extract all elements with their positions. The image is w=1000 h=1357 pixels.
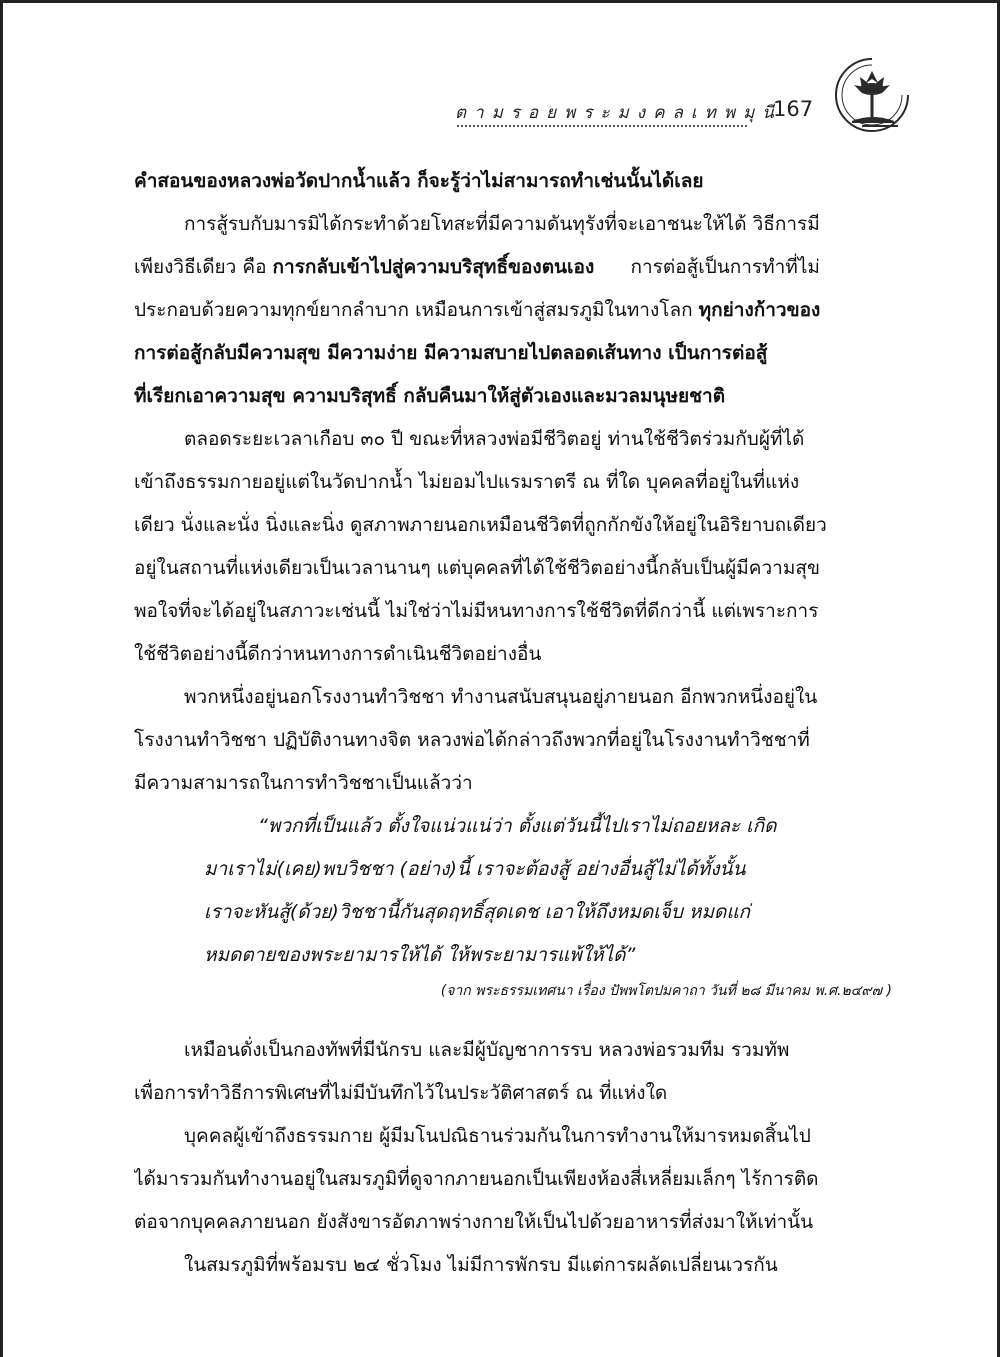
paragraph-2-line-2 xyxy=(134,246,894,289)
paragraph-3-line-4: อยู่ในสถานที่แห่งเดียวเป็นเวลานานๆ แต่บุคคลที่ได้ใช้ชีวิตอย่างนี้กลับเป็นผู้มีความสุข xyxy=(134,557,820,579)
spacer xyxy=(134,1017,894,1029)
paragraph-2-line-1: การสู้รบกับมารมิได้กระทำด้วยโทสะที่มีความดันทุรังที่จะเอาชนะให้ได้ วิธีการมี xyxy=(184,213,820,235)
page-border-left xyxy=(0,0,3,1357)
paragraph-4-line-3: มีความสามารถในการทำวิชชาเป็นแล้วว่า xyxy=(134,772,473,794)
page-body xyxy=(134,160,894,1287)
p2-l3-text-a: ประกอบด้วยความทุกข์ยากลำบาก เหมือนการเข้าสู่สมรภูมิในทางโลก xyxy=(134,299,699,321)
p2-l3-bold: ทุกย่างก้าวของ xyxy=(698,299,821,321)
paragraph-4-line-1: พวกหนึ่งอยู่นอกโรงงานทำวิชชา ทำงานสนับสนุนอยู่ภายนอก อีกพวกหนึ่งอยู่ใน xyxy=(184,686,818,708)
p2-l2-text-a: เพียงวิธีเดียว คือ xyxy=(134,256,273,278)
header-title: ตามรอยพระมงคลเทพมุนี xyxy=(455,103,782,123)
quote-line-3: เราจะหันสู้(ด้วย)วิชชานี้กันสุดฤทธิ์สุดเดช เอาให้ถึงหมดเจ็บ หมดแก่ xyxy=(204,901,751,923)
quote-citation: (จาก พระธรรมเทศนา เรื่อง ปัพพโตปมคาถา วันที่ ๒๘ มีนาคม พ.ศ.๒๔๙๗ ) xyxy=(440,983,892,999)
paragraph-1-line-1: คำสอนของหลวงพ่อวัดปากน้ำแล้ว ก็จะรู้ว่าไม่สามารถทำเช่นนั้นได้เลย xyxy=(134,170,704,192)
paragraph-3-line-3: เดียว นั่งและนั่ง นิ่งและนิ่ง ดูสภาพภายนอกเหมือนชีวิตที่ถูกกักขังให้อยู่ในอิริยาบถเดียว xyxy=(134,514,827,536)
paragraph-6-line-1: บุคคลผู้เข้าถึงธรรมกาย ผู้มีมโนปณิธานร่วมกันในการทำงานให้มารหมดสิ้นไป xyxy=(184,1125,811,1147)
page-number: 167 xyxy=(773,97,814,121)
paragraph-2-line-5: ที่เรียกเอาความสุข ความบริสุทธิ์ กลับคืนมาให้สู่ตัวเองและมวลมนุษยชาติ xyxy=(134,385,726,407)
paragraph-2-line-4: การต่อสู้กลับมีความสุข มีความง่าย มีความสบายไปตลอดเส้นทาง เป็นการต่อสู้ xyxy=(134,342,768,364)
page-border-top xyxy=(0,0,1000,3)
paragraph-3-line-2: เข้าถึงธรรมกายอยู่แต่ในวัดปากน้ำ ไม่ยอมไปแรมราตรี ณ ที่ใด บุคคลที่อยู่ในที่แห่ง xyxy=(134,471,800,493)
quote-line-2: มาเราไม่(เคย)พบวิชชา (อย่าง)นี้ เราจะต้องสู้ อย่างอื่นสู้ไม่ได้ทั้งนั้น xyxy=(204,858,746,880)
paragraph-5-line-2: เพื่อการทำวิธีการพิเศษที่ไม่มีบันทึกไว้ในประวัติศาสตร์ ณ ที่แห่งใด xyxy=(134,1082,668,1104)
paragraph-6-line-2: ได้มารวมกันทำงานอยู่ในสมรภูมิที่ดูจากภายนอกเป็นเพียงห้องสี่เหลี่ยมเล็กๆ ไร้การติด xyxy=(134,1168,819,1190)
paragraph-6-line-3: ต่อจากบุคคลภายนอก ยังสังขารอัตภาพร่างกายให้เป็นไปด้วยอาหารที่ส่งมาให้เท่านั้น xyxy=(134,1211,814,1233)
p2-l2-text-c: การต่อสู้เป็นการทำที่ไม่ xyxy=(594,256,820,278)
paragraph-4-line-2: โรงงานทำวิชชา ปฏิบัติงานทางจิต หลวงพ่อได้กล่าวถึงพวกที่อยู่ในโรงงานทำวิชชาที่ xyxy=(134,729,810,751)
paragraph-2-line-3 xyxy=(134,289,894,332)
quote-line-1: “พวกที่เป็นแล้ว ตั้งใจแน่วแน่ว่า ตั้งแต่วันนี้ไปเราไม่ถอยหละ เกิด xyxy=(258,815,777,837)
lotus-tree-emblem-icon xyxy=(832,55,912,135)
running-header xyxy=(455,95,835,135)
paragraph-3-line-5: พอใจที่จะได้อยู่ในสภาวะเช่นนี้ ไม่ใช่ว่าไม่มีหนทางการใช้ชีวิตที่ดีกว่านี้ แต่เพราะการ xyxy=(134,600,819,622)
paragraph-3-line-1: ตลอดระยะเวลาเกือบ ๓๐ ปี ขณะที่หลวงพ่อมีชีวิตอยู่ ท่านใช้ชีวิตร่วมกับผู้ที่ได้ xyxy=(184,428,805,450)
paragraph-5-line-1: เหมือนดั่งเป็นกองทัพที่มีนักรบ และมีผู้บัญชาการรบ หลวงพ่อรวมทีม รวมทัพ xyxy=(184,1039,790,1061)
paragraph-3-line-6: ใช้ชีวิตอย่างนี้ดีกว่าหนทางการดำเนินชีวิตอย่างอื่น xyxy=(134,643,542,665)
p2-l2-bold: การกลับเข้าไปสู่ความบริสุทธิ์ของตนเอง xyxy=(272,256,595,278)
quote-line-4: หมดตายของพระยามารให้ได้ ให้พระยามารแพ้ให้ได้” xyxy=(204,944,636,966)
header-dotted-rule xyxy=(457,125,747,127)
paragraph-7-line-1: ในสมรภูมิที่พร้อมรบ ๒๔ ชั่วโมง ไม่มีการพักรบ มีแต่การผลัดเปลี่ยนเวรกัน xyxy=(184,1254,778,1276)
